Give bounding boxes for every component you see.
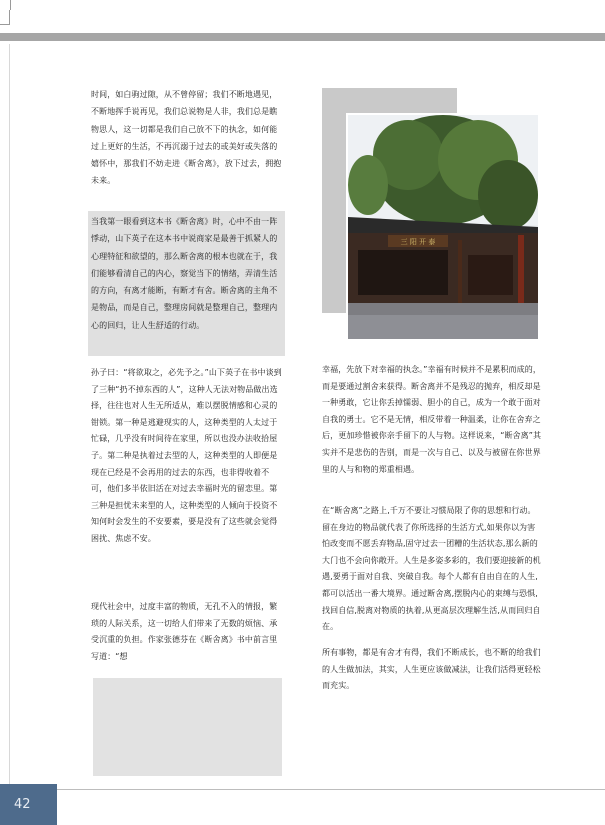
crop-mark-top (0, 0, 11, 10)
left-paragraph-4: 现代社会中，过度丰富的物质，无孔不入的情报，繁琐的人际关系，这一切给人们带来了无数的烦恼、承受沉重的负担。作家张德芬在《断舍离》书中前言里写道：“想 (91, 602, 278, 661)
left-margin-line (9, 44, 10, 784)
page-number-text: 42 (14, 797, 31, 812)
right-paragraph-3: 所有事物，都是有舍才有得，我们不断成长，也不断的给我们的人生做加法，其实，人生更应该做减法，让我们活得更轻松而充实。 (322, 648, 541, 691)
right-paragraph-2: 在“断舍离”之路上,千万不要让习惯局限了你的思想和行动。留在身边的物品就代表了你所选择的生活方式,如果你以为害怕改变而不愿丢弃物品,固守过去一团糟的生活状态,那么新的大门也不会向你敞开。人生是多姿多彩的，我们要迎接新的机遇,要勇于面对自我、突破自我。每个人都有自由自在的人生,都可以活出一番大境界。通过断舍离,摆脱内心的束缚与恐惧,找回自信,脱离对物质的执着,从更高层次理解生活,从而回归自在。 (322, 506, 541, 632)
left-paragraph-3: 孙子曰：“将欲取之，必先予之。”山下英子在书中谈到了三种“扔不掉东西的人”，这种人无法对物品做出选择，往往也对人生无所适从，难以摆脱情感和心灵的钳锁。第一种是逃避现实的人，这种类型的人太过于忙碌，几乎没有时间待在家里，所以也没办法收拾屋子。第二种是执着过去型的人，这种类型的人即便是现在已经是不会再用的过去的东西，也非得收着不可，他们多半依旧活在对过去幸福时光的留恋里。第三种是担忧未来型的人，这种类型的人倾向于投资不知何时会发生的不安要素，要是没有了这些就会觉得困扰、焦虑不安。 (91, 368, 282, 543)
svg-text:三 阳 开 泰: 三 阳 开 泰 (400, 238, 436, 246)
left-paragraph-1: 时间，如白驹过隙，从不曾停留；我们不断地遇见，不断地挥手说再见，我们总说物是人非，我们总是瞧物思人，这一切都是我们自己放不下的执念，如何能过上更好的生活，不再沉溺于过去的或美好或失落的嬉怀中，那我们不妨走进《断舍离》，放下过去，拥抱未来。 (91, 90, 282, 186)
right-paragraph-1: 幸福，先放下对幸福的执念。”幸福有时候并不是累积而成的，而是要通过割舍来获得。断舍离并不是残忍的抛弃，相反却是一种勇敢，它让你丢掉懦弱、胆小的自己，成为一个敢于面对自我的勇士。它不是无情，相反带着一种温柔，让你在舍弃之后，更加珍惜被你亲手留下的人与物。这样说来，“断舍离”其实并不是悲伤的告别，而是一次与自己、以及与被留在你世界里的人与和物的郑重相遇。 (322, 365, 542, 474)
footer-line (57, 789, 605, 790)
crop-mark-left (0, 10, 10, 25)
photo-ancient-street (348, 115, 538, 339)
image-placeholder (93, 678, 282, 776)
left-paragraph-2-highlighted: 当我第一眼看到这本书《断舍离》时，心中不由一阵悸动，山下英子在这本书中说商家是最善于抓紧人的心理特征和欲望的，那么断舍离的根本也就在于，我们能够看清自己的内心，察觉当下的情绪，弄清生活的方向，有离才能断，有断才有舍。断舍离的主角不是物品，而是自己，整理房间就是整理自己，整理内心的回归，让人生舒适的行动。 (88, 211, 285, 356)
header-bar (0, 33, 605, 41)
page-number (0, 784, 57, 825)
